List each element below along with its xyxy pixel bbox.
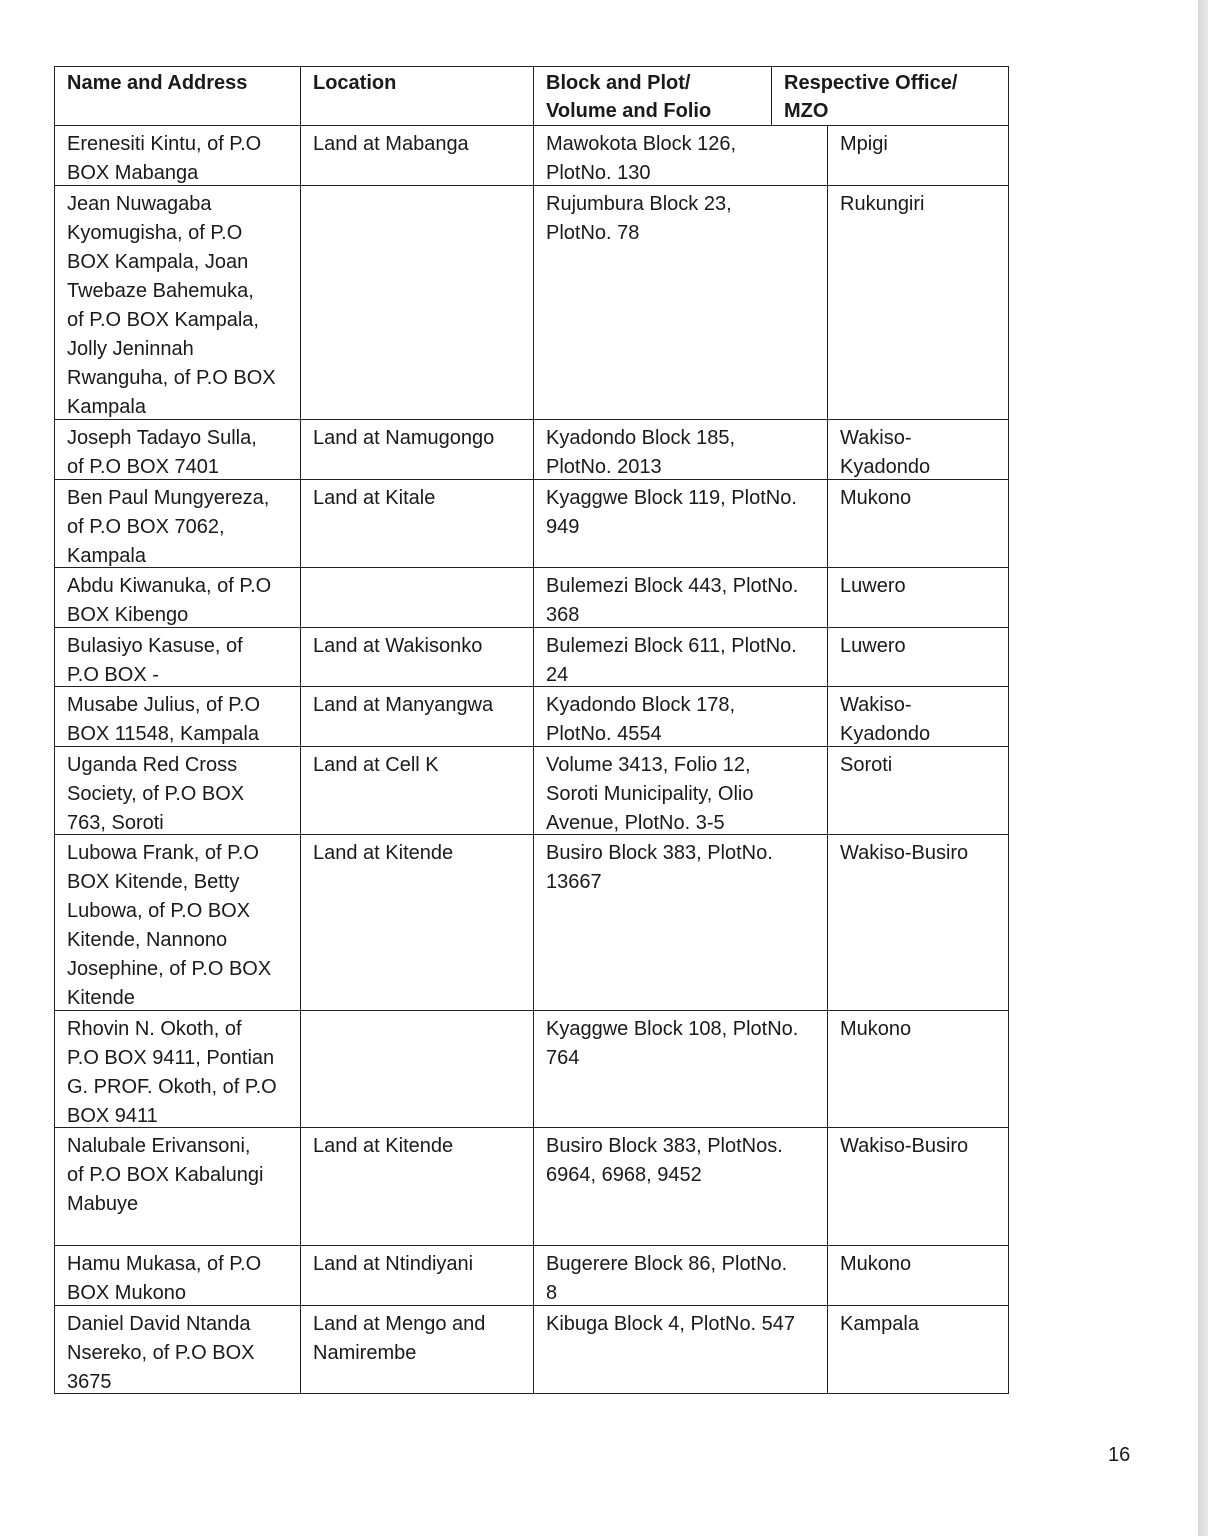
- cell-location: Land at Namugongo: [300, 420, 533, 479]
- cell-name-address: Joseph Tadayo Sulla, of P.O BOX 7401: [67, 427, 257, 478]
- table-row: [54, 835, 1009, 1011]
- cell-name-address: Lubowa Frank, of P.O BOX Kitende, Betty Lubowa, of P.O BOX Kitende, Nannono Josephine, of P.O BOX Kitende: [67, 842, 272, 1009]
- cell-location: Land at Kitale: [300, 480, 533, 567]
- table-row: [54, 420, 1009, 480]
- cell-block-plot: Kyaggwe Block 119, PlotNo. 949: [533, 480, 827, 567]
- header-respective-office: Respective Office/ MZO: [771, 67, 1008, 125]
- cell-name-address: Uganda Red Cross Society, of P.O BOX 763, Soroti: [67, 754, 245, 834]
- cell-location: Land at Wakisonko: [300, 628, 533, 686]
- cell-block-plot: Bugerere Block 86, PlotNo. 8: [533, 1246, 827, 1305]
- cell-name-address: Abdu Kiwanuka, of P.O BOX Kibengo: [67, 575, 272, 626]
- cell-office: Rukungiri: [827, 186, 1008, 419]
- cell-block-plot: Busiro Block 383, PlotNo. 13667: [533, 835, 827, 1010]
- cell-name-address: Rhovin N. Okoth, of P.O BOX 9411, Pontian G. PROF. Okoth, of P.O BOX 9411: [67, 1018, 277, 1127]
- cell-office: Mukono: [827, 1246, 1008, 1305]
- cell-block-plot: Bulemezi Block 611, PlotNo. 24: [533, 628, 827, 686]
- table-row: [54, 126, 1009, 186]
- cell-block-plot: Kyadondo Block 185, PlotNo. 2013: [533, 420, 827, 479]
- cell-location: Land at Mabanga: [300, 126, 533, 185]
- cell-office: Wakiso-Busiro: [827, 1128, 1008, 1245]
- table-row: [54, 628, 1009, 687]
- cell-block-plot: Kyaggwe Block 108, PlotNo. 764: [533, 1011, 827, 1127]
- cell-name-address: Hamu Mukasa, of P.O BOX Mukono: [67, 1253, 262, 1304]
- table-row: [54, 480, 1009, 568]
- table-row: [54, 1128, 1009, 1246]
- cell-location: Land at Mengo and Namirembe: [300, 1306, 533, 1393]
- cell-block-plot: Kyadondo Block 178, PlotNo. 4554: [533, 687, 827, 746]
- land-records-table: [54, 66, 1009, 1394]
- header-name-and-address: Name and Address: [67, 72, 248, 94]
- cell-block-plot: Busiro Block 383, PlotNos. 6964, 6968, 9452: [533, 1128, 827, 1245]
- cell-block-plot: Volume 3413, Folio 12, Soroti Municipality, Olio Avenue, PlotNo. 3-5: [533, 747, 827, 834]
- cell-office: Wakiso-Busiro: [827, 835, 1008, 1010]
- page-number: 16: [1108, 1444, 1131, 1466]
- cell-office: Soroti: [827, 747, 1008, 834]
- cell-location: [300, 1011, 533, 1127]
- cell-location: Land at Kitende: [300, 1128, 533, 1245]
- header-location: Location: [300, 67, 533, 125]
- cell-name-address: Erenesiti Kintu, of P.O BOX Mabanga: [67, 133, 262, 184]
- cell-name-address: Bulasiyo Kasuse, of P.O BOX -: [67, 635, 243, 686]
- cell-location: Land at Kitende: [300, 835, 533, 1010]
- cell-office: Wakiso- Kyadondo: [827, 687, 1008, 746]
- cell-name-address: Jean Nuwagaba Kyomugisha, of P.O BOX Kampala, Joan Twebaze Bahemuka, of P.O BOX Kampala, Jolly Jeninnah Rwanguha, of P.O BOX Kampala: [67, 193, 276, 418]
- cell-block-plot: Kibuga Block 4, PlotNo. 547: [533, 1306, 827, 1393]
- header-block-and-plot: Block and Plot/ Volume and Folio: [533, 67, 771, 125]
- table-row: [54, 1011, 1009, 1128]
- cell-office: Wakiso- Kyadondo: [827, 420, 1008, 479]
- table-header-row: [54, 66, 1009, 126]
- table-row: [54, 1246, 1009, 1306]
- cell-name-address: Daniel David Ntanda Nsereko, of P.O BOX 3675: [67, 1313, 255, 1393]
- cell-block-plot: Rujumbura Block 23, PlotNo. 78: [533, 186, 827, 419]
- cell-name-address: Nalubale Erivansoni, of P.O BOX Kabalungi Mabuye: [67, 1135, 264, 1215]
- cell-location: [300, 186, 533, 419]
- cell-office: Mukono: [827, 480, 1008, 567]
- cell-office: Kampala: [827, 1306, 1008, 1393]
- cell-name-address: Musabe Julius, of P.O BOX 11548, Kampala: [67, 694, 261, 745]
- cell-block-plot: Mawokota Block 126, PlotNo. 130: [533, 126, 827, 185]
- table-row: [54, 186, 1009, 420]
- cell-location: Land at Ntindiyani: [300, 1246, 533, 1305]
- cell-office: Luwero: [827, 568, 1008, 627]
- table-row: [54, 687, 1009, 747]
- cell-office: Luwero: [827, 628, 1008, 686]
- cell-office: Mpigi: [827, 126, 1008, 185]
- cell-office: Mukono: [827, 1011, 1008, 1127]
- page-edge-shadow: [1198, 0, 1208, 1536]
- table-row: [54, 568, 1009, 628]
- cell-location: [300, 568, 533, 627]
- cell-name-address: Ben Paul Mungyereza, of P.O BOX 7062, Kampala: [67, 487, 270, 567]
- table-row: [54, 747, 1009, 835]
- table-row: [54, 1306, 1009, 1394]
- cell-location: Land at Manyangwa: [300, 687, 533, 746]
- cell-location: Land at Cell K: [300, 747, 533, 834]
- cell-block-plot: Bulemezi Block 443, PlotNo. 368: [533, 568, 827, 627]
